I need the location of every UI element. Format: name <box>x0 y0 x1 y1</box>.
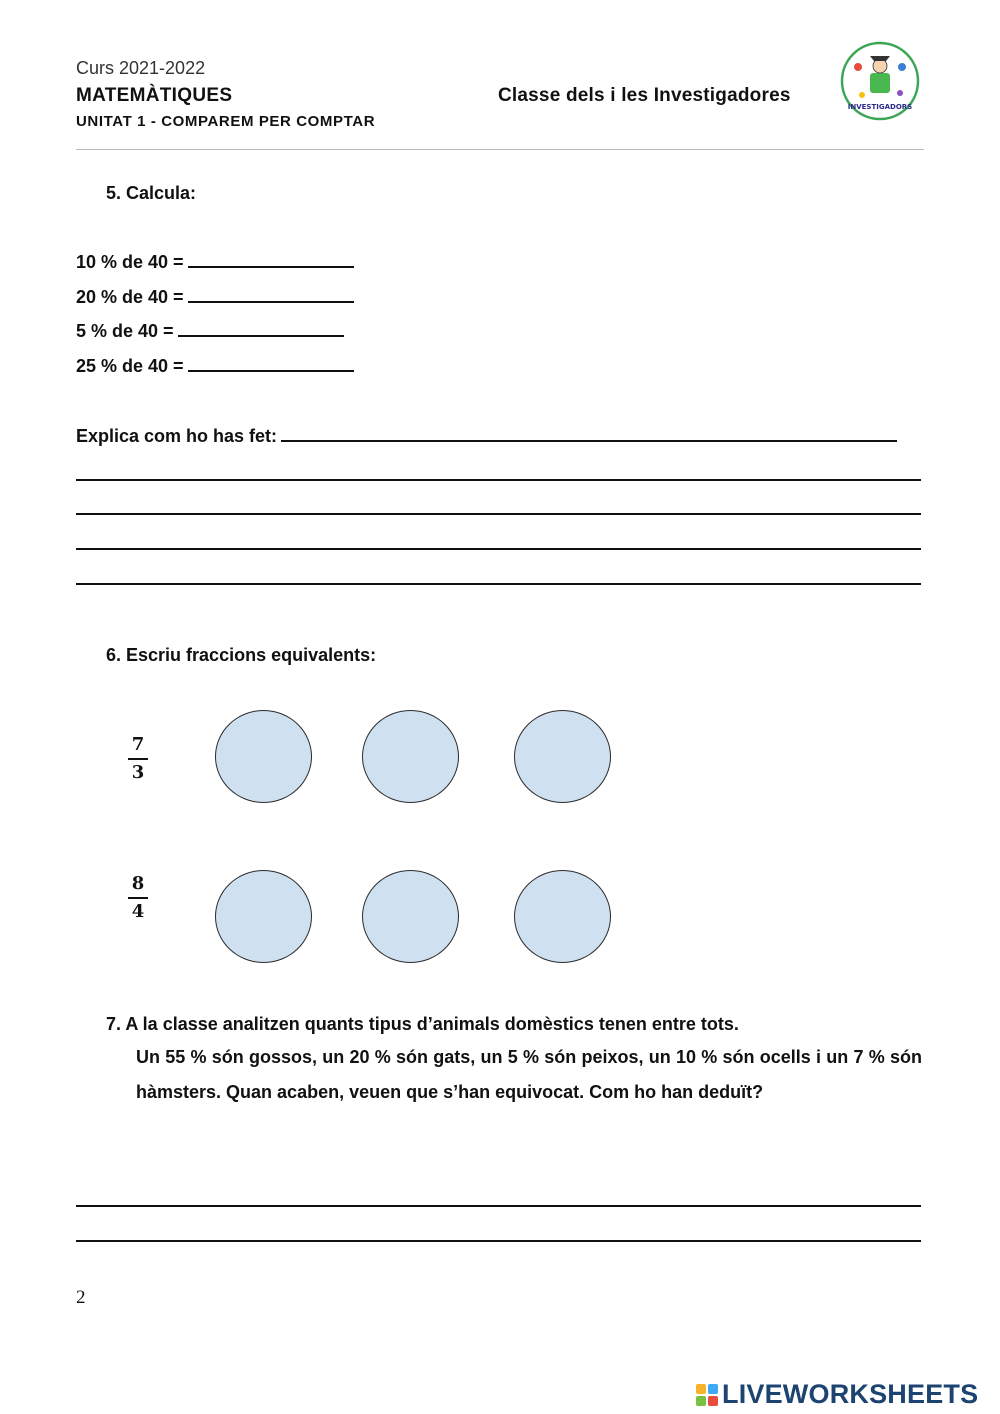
calc-item-3 <box>76 321 344 342</box>
fraction-numerator: 8 <box>131 873 145 894</box>
calc-item-label: 25 % de 40 = <box>76 356 184 376</box>
answer-line[interactable] <box>76 1240 921 1242</box>
calc-item-label: 5 % de 40 = <box>76 321 174 341</box>
answer-blank[interactable] <box>178 321 344 337</box>
exercise-6-title: 6. Escriu fraccions equivalents: <box>106 645 377 665</box>
answer-line[interactable] <box>76 513 921 515</box>
explain-row <box>76 426 897 447</box>
fraction-7-3 <box>126 735 150 783</box>
fraction-denominator: 4 <box>131 901 145 922</box>
exercise-5-title: 5. Calcula: <box>106 183 197 203</box>
answer-circle[interactable] <box>215 870 312 963</box>
fraction-numerator: 7 <box>131 734 145 755</box>
fraction-denominator: 3 <box>131 762 145 783</box>
calc-item-label: 10 % de 40 = <box>76 252 184 272</box>
answer-line[interactable] <box>76 583 921 585</box>
brand-logo-icon <box>696 1384 718 1406</box>
liveworksheets-brand[interactable] <box>696 1379 978 1410</box>
course-year: Curs 2021-2022 <box>76 58 206 78</box>
answer-blank[interactable] <box>188 287 354 303</box>
answer-circle[interactable] <box>514 710 611 803</box>
calc-item-2 <box>76 287 354 308</box>
unit-title: UNITAT 1 - COMPAREM PER COMPTAR <box>76 113 376 130</box>
exercise-7-title: 7. A la classe analitzen quants tipus d’animals domèstics tenen entre tots. <box>106 1014 739 1034</box>
class-name: Classe dels i les Investigadores <box>498 85 791 106</box>
answer-line[interactable] <box>76 548 921 550</box>
page-number: 2 <box>76 1287 86 1308</box>
answer-blank[interactable] <box>188 252 354 268</box>
answer-line[interactable] <box>76 1205 921 1207</box>
svg-text:INVESTIGADORS: INVESTIGADORS <box>847 103 913 111</box>
fraction-bar <box>128 897 148 899</box>
answer-blank[interactable] <box>188 356 354 372</box>
answer-circle[interactable] <box>362 870 459 963</box>
subject-title: MATEMÀTIQUES <box>76 85 233 106</box>
class-logo <box>840 41 920 121</box>
fraction-8-4 <box>126 874 150 922</box>
explain-blank[interactable] <box>281 426 897 442</box>
calc-item-1 <box>76 252 354 273</box>
exercise-7-body: Un 55 % són gossos, un 20 % són gats, un 5 % són peixos, un 10 % són ocells i un 7 % són hàmsters. Quan acaben, veuen que s’han equivocat. Com ho han deduït? <box>136 1047 922 1102</box>
fraction-bar <box>128 758 148 760</box>
calc-item-label: 20 % de 40 = <box>76 287 184 307</box>
brand-name: LIVEWORKSHEETS <box>722 1379 979 1409</box>
answer-circle[interactable] <box>215 710 312 803</box>
explain-label: Explica com ho has fet: <box>76 426 278 446</box>
answer-circle[interactable] <box>362 710 459 803</box>
answer-line[interactable] <box>76 479 921 481</box>
answer-circle[interactable] <box>514 870 611 963</box>
calc-item-4 <box>76 356 354 377</box>
header-divider <box>76 149 924 150</box>
